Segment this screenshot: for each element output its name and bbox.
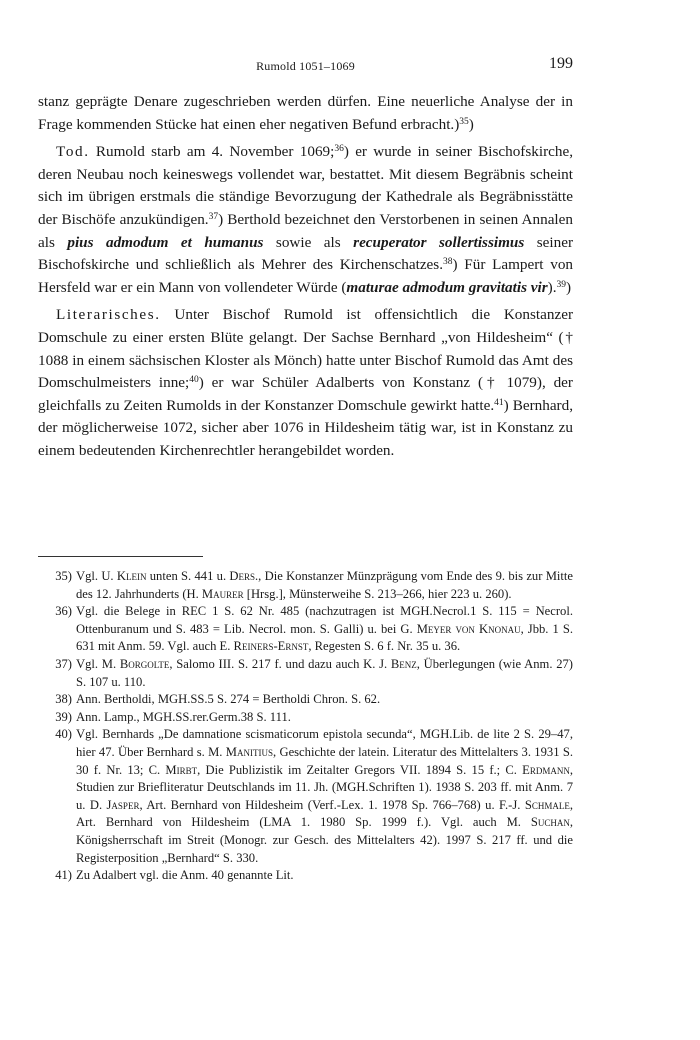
footnote-41: 41) Zu Adalbert vgl. die Anm. 40 genannte Lit.	[38, 867, 573, 885]
footnote-ref-37[interactable]: 37	[208, 211, 219, 222]
footnote-39: 39) Ann. Lamp., MGH.SS.rer.Germ.38 S. 111.	[38, 709, 573, 727]
section-heading-death: Tod.	[56, 143, 90, 161]
footnote-number: 39)	[55, 709, 72, 724]
latin-quote: maturae admodum gravitatis vir	[346, 278, 548, 296]
footnote-number: 41)	[55, 868, 72, 883]
footnote-number: 37)	[55, 656, 72, 671]
footnote-number: 36)	[55, 604, 72, 619]
footnotes	[38, 568, 573, 885]
footnote-ref-39[interactable]: 39	[556, 279, 567, 290]
latin-quote: pius admodum et humanus	[67, 233, 264, 251]
footnote-ref-36[interactable]: 36	[334, 144, 344, 155]
footnote-ref-38[interactable]: 38	[443, 257, 453, 268]
page-number: 199	[549, 55, 573, 72]
footnote-number: 40)	[55, 727, 72, 742]
footnote-ref-35[interactable]: 35	[459, 116, 469, 127]
footnote-40: 40) Vgl. Bernhards „De damnatione scismaticorum epistola secunda“, MGH.Lib. de lite 2 S. 29–47, hier 47. Über Bernhard s. M. Manitius, Geschichte der latein. Literatur des Mittelalters 3. 1931 S. 30 f. Nr. 13; C. Mirbt, Die Publizistik im Zeitalter Gregors VII. 1894 S. 15 f.; C. Erdmann, Studien zur Briefliteratur Deutschlands im 11. Jh. (MGH.Schriften 1). 1938 S. 203 ff. mit Anm. 7 u. D. Jasper, Art. Bernhard von Hildesheim (Verf.-Lex. 1. 1978 Sp. 766–768) u. F.-J. Schmale, Art. Bernhard von Hildesheim (LMA 1. 1980 Sp. 1999 f.). Vgl. auch M. Suchan, Königsherrschaft im Streit (Monogr. zur Gesch. des Mittelalters 42). 1997 S. 217 ff. und die Registerposition „Bernhard“ S. 330.	[38, 726, 573, 867]
footnote-36: 36) Vgl. die Belege in REC 1 S. 62 Nr. 485 (nachzutragen ist MGH.Necrol.1 S. 115 = Necrol. Ottenburanum und S. 483 = Lib. Necrol. mon. S. Galli) u. bei G. Meyer von Knonau, Jbb. 1 S. 631 mit Anm. 59. Vgl. auch E. Reiners-Ernst, Regesten S. 6 f. Nr. 35 u. 36.	[38, 603, 573, 656]
latin-quote: recuperator sollertissimus	[353, 233, 525, 251]
paragraph-death: Tod. Rumold starb am 4. November 1069;$^{36}$) er wurde in seiner Bischofskirche, deren Neubau noch keineswegs vollendet war, bestattet. Mit diesem Begräbnis scheint sich im übrigen erstmals die ständige Bevorzugung der Kathedrale als Begräbnisstätte der Bischöfe anzukündigen.$^{37}$) Berthold bezeichnet den Verstorbenen in seinen Annalen als pius admodum et humanus sowie als recuperator sollertissimus seiner Bischofskirche und schließlich als Mehrer des Kirchenschatzes.$^{38}$) Für Lampert von Hersfeld war er ein Mann von vollendeter Würde (maturae admodum gravitatis vir).$^{39}$)	[38, 143, 574, 296]
section-heading-literary: Literarisches.	[56, 306, 161, 324]
footnote-37: 37) Vgl. M. Borgolte, Salomo III. S. 217 f. und dazu auch K. J. Benz, Überlegungen (wie Anm. 27) S. 107 u. 110.	[38, 656, 573, 691]
footnote-38: 38) Ann. Bertholdi, MGH.SS.5 S. 274 = Bertholdi Chron. S. 62.	[38, 691, 573, 709]
footnote-35: 35) Vgl. U. Klein unten S. 441 u. Ders., Die Konstanzer Münzprägung vom Ende des 9. bis zur Mitte des 12. Jahrhunderts (H. Maurer [Hrsg.], Münsterweihe S. 213–266, hier 223 u. 260).	[38, 568, 573, 603]
main-text	[38, 91, 573, 468]
footnote-ref-40[interactable]: 40	[189, 375, 199, 386]
running-head: Rumold 1051–1069	[256, 59, 355, 73]
footnote-divider	[38, 556, 203, 557]
footnote-ref-41[interactable]: 41	[494, 397, 504, 408]
footnote-number: 35)	[55, 569, 72, 583]
footnote-number: 38)	[55, 692, 72, 707]
paragraph-literary: Literarisches. Unter Bischof Rumold ist offensichtlich die Konstanzer Domschule zu einer ersten Blüte gelangt. Der Sachse Bernhard „von Hildesheim“ († 1088 in einem sächsischen Kloster als Mönch) hatte unter Bischof Rumold das Amt des Domschulmeisters inne;$^{40}$) er war Schüler Adalberts von Konstanz († 1079), der gleichfalls zu Zeiten Rumolds in der Konstanzer Domschule gewirkt hatte.$^{41}$) Bernhard, der möglicherweise 1072, sicher aber 1076 in Hildesheim tätig war, ist in Konstanz zu einem bedeutenden Kirchenrechtler herangebildet worden.	[38, 306, 574, 459]
paragraph-coinage: stanz geprägte Denare zugeschrieben werden dürfen. Eine neuerliche Analyse der in Frage kommenden Stücke hat einen eher negativen Befund erbracht.)$^{35}$)	[38, 93, 573, 133]
page-header	[38, 57, 573, 77]
